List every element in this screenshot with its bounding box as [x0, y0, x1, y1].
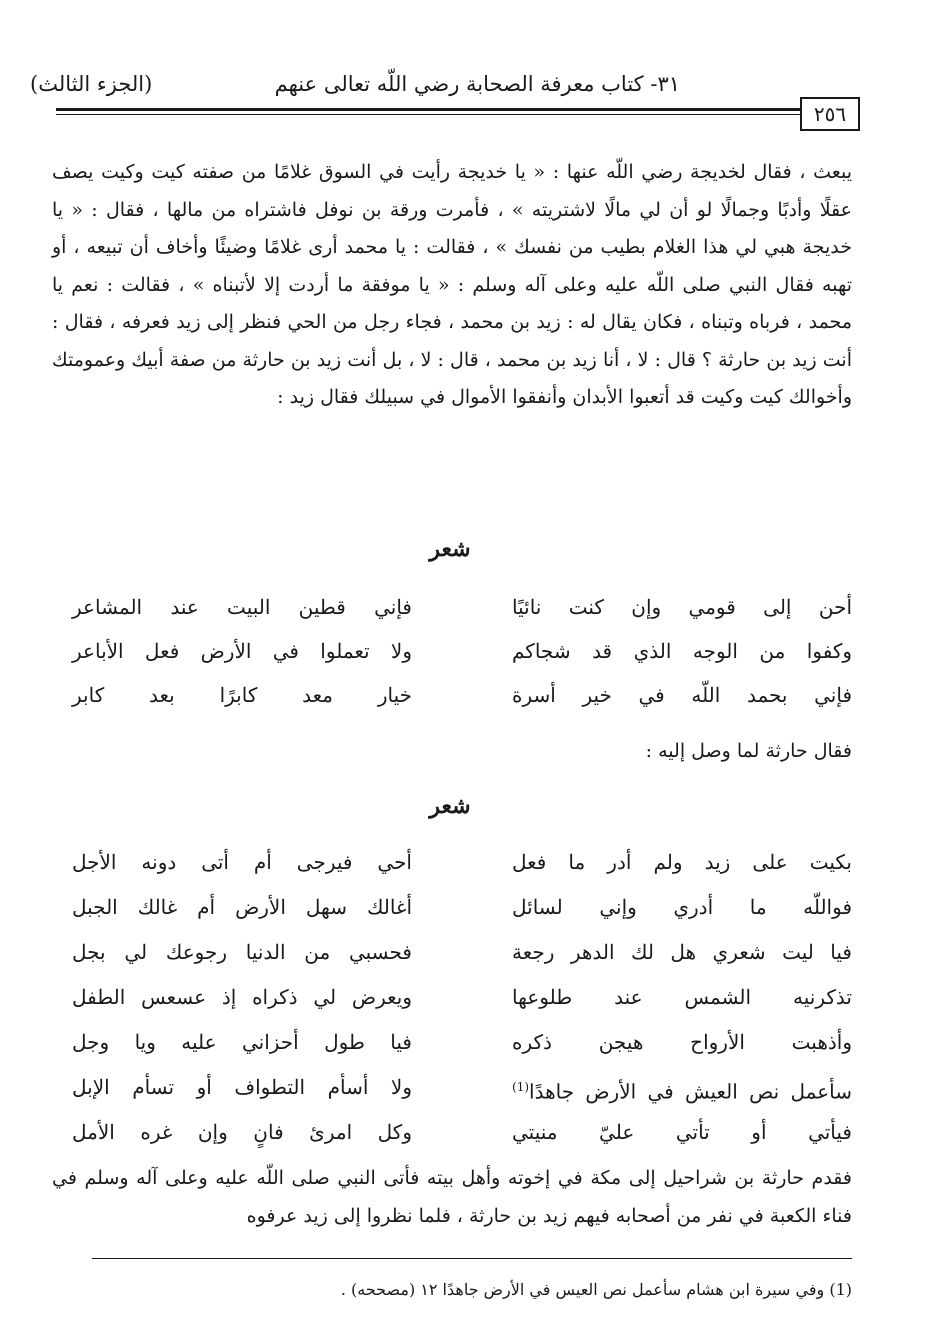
hemistich-first: وأذهبت الأرواح هيجن ذكره [512, 1030, 852, 1054]
poem [72, 840, 852, 1155]
poem-title: شعر [429, 536, 471, 562]
verse [72, 975, 852, 1020]
paragraph: يبعث ، فقال لخديجة رضي اللّه عنها : « يا خديجة رأيت في السوق غلامًا من صفته كيت وكيت يصف عقلًا وأدبًا وجمالًا لو أن لي مالًا لاشتريته » ، فأمرت ورقة بن نوفل فاشتراه من مالها ، فقال : « يا خديجة هبي لي هذا الغلام بطيب من نفسك » ، فقالت : يا محمد أرى غلامًا وضيئًا وأخاف أن تبيعه ، أو تهبه فقال النبي صلى اللّه عليه وعلى آله وسلم : « يا موفقة ما أردت إلا لأتبناه » ، فقالت : نعم يا محمد ، فرباه وتبناه ، فكان يقال له : زيد بن محمد ، فجاء رجل من الحي فنظر إلى زيد فعرفه ، فقال : أنت زيد بن حارثة ؟ قال : لا ، أنا زيد بن محمد ، قال : لا ، بل أنت زيد بن حارثة من صفة أبيك وعمومتك وأخوالك كيت وكيت قد أتعبوا الأبدان وأنفقوا الأموال في سبيلك فقال زيد : [52, 161, 852, 408]
hemistich-first-with-note [512, 1065, 852, 1110]
verse [72, 840, 852, 885]
volume-part: (الجزء الثالث) [30, 72, 153, 96]
page-number: ٢٥٦ [800, 97, 860, 131]
verse [72, 930, 852, 975]
hemistich-first: أحن إلى قومي وإن كنت نائيًا [512, 595, 852, 619]
verse [72, 1065, 852, 1110]
hemistich-second: وكل امرئ فانٍ وإن غره الأمل [72, 1120, 412, 1144]
hemistich-second: فيا طول أحزاني عليه ويا وجل [72, 1030, 412, 1054]
hemistich-second: فإني قطين البيت عند المشاعر [72, 595, 412, 619]
verse [72, 585, 852, 629]
header-rule [56, 108, 800, 111]
verse [72, 673, 852, 717]
hemistich-second: فحسبي من الدنيا رجوعك لي بجل [72, 940, 412, 964]
paragraph: فقال حارثة لما وصل إليه : [645, 740, 852, 762]
running-header [30, 66, 860, 106]
hemistich-second: أغالك سهل الأرض أم غالك الجبل [72, 895, 412, 919]
hemistich-first: فيأتي أو تأتي عليّ منيتي [512, 1120, 852, 1144]
footnote-rule [92, 1258, 852, 1259]
book-title: ٣١- كتاب معرفة الصحابة رضي اللّه تعالى عنهم [274, 72, 680, 96]
verse [72, 1020, 852, 1065]
paragraph: فقدم حارثة بن شراحيل إلى مكة في إخوته وأهل بيته فأتى النبي صلى اللّه عليه وعلى آله وسلم في فناء الكعبة في نفر من أصحابه فيهم زيد بن حارثة ، فلما نظروا إلى زيد عرفوه [52, 1167, 852, 1227]
hemistich-second: ويعرض لي ذكراه إذ عسعس الطفل [72, 985, 412, 1009]
hemistich-second: خيار معد كابرًا بعد كابر [72, 683, 412, 707]
hemistich-second: أحي فيرجى أم أتى دونه الأجل [72, 850, 412, 874]
header-rule-thin [56, 114, 800, 115]
hemistich-first: تذكرنيه الشمس عند طلوعها [512, 985, 852, 1009]
hemistich-second: ولا تعملوا في الأرض فعل الأباعر [72, 639, 412, 663]
poem [72, 585, 852, 717]
poem-title: شعر [429, 793, 471, 819]
footnote-marker: (1) [512, 1080, 530, 1094]
verse [72, 629, 852, 673]
verse [72, 1110, 852, 1155]
hemistich-first: فإني بحمد اللّه في خير أسرة [512, 683, 852, 707]
hemistich-first: فيا ليت شعري هل لك الدهر رجعة [512, 940, 852, 964]
verse [72, 885, 852, 930]
footnote: (1) وفي سيرة ابن هشام سأعمل نص العيس في الأرض جاهدًا ١٢ (مصححه) . [340, 1280, 852, 1299]
hemistich-first: فواللّه ما أدري وإني لسائل [512, 895, 852, 919]
hemistich-first: وكفوا من الوجه الذي قد شجاكم [512, 639, 852, 663]
hemistich-second: ولا أسأم التطواف أو تسأم الإبل [72, 1075, 412, 1099]
hemistich-first: سأعمل نص العيش في الأرض جاهدًا [529, 1079, 852, 1104]
hemistich-first: بكيت على زيد ولم أدر ما فعل [512, 850, 852, 874]
